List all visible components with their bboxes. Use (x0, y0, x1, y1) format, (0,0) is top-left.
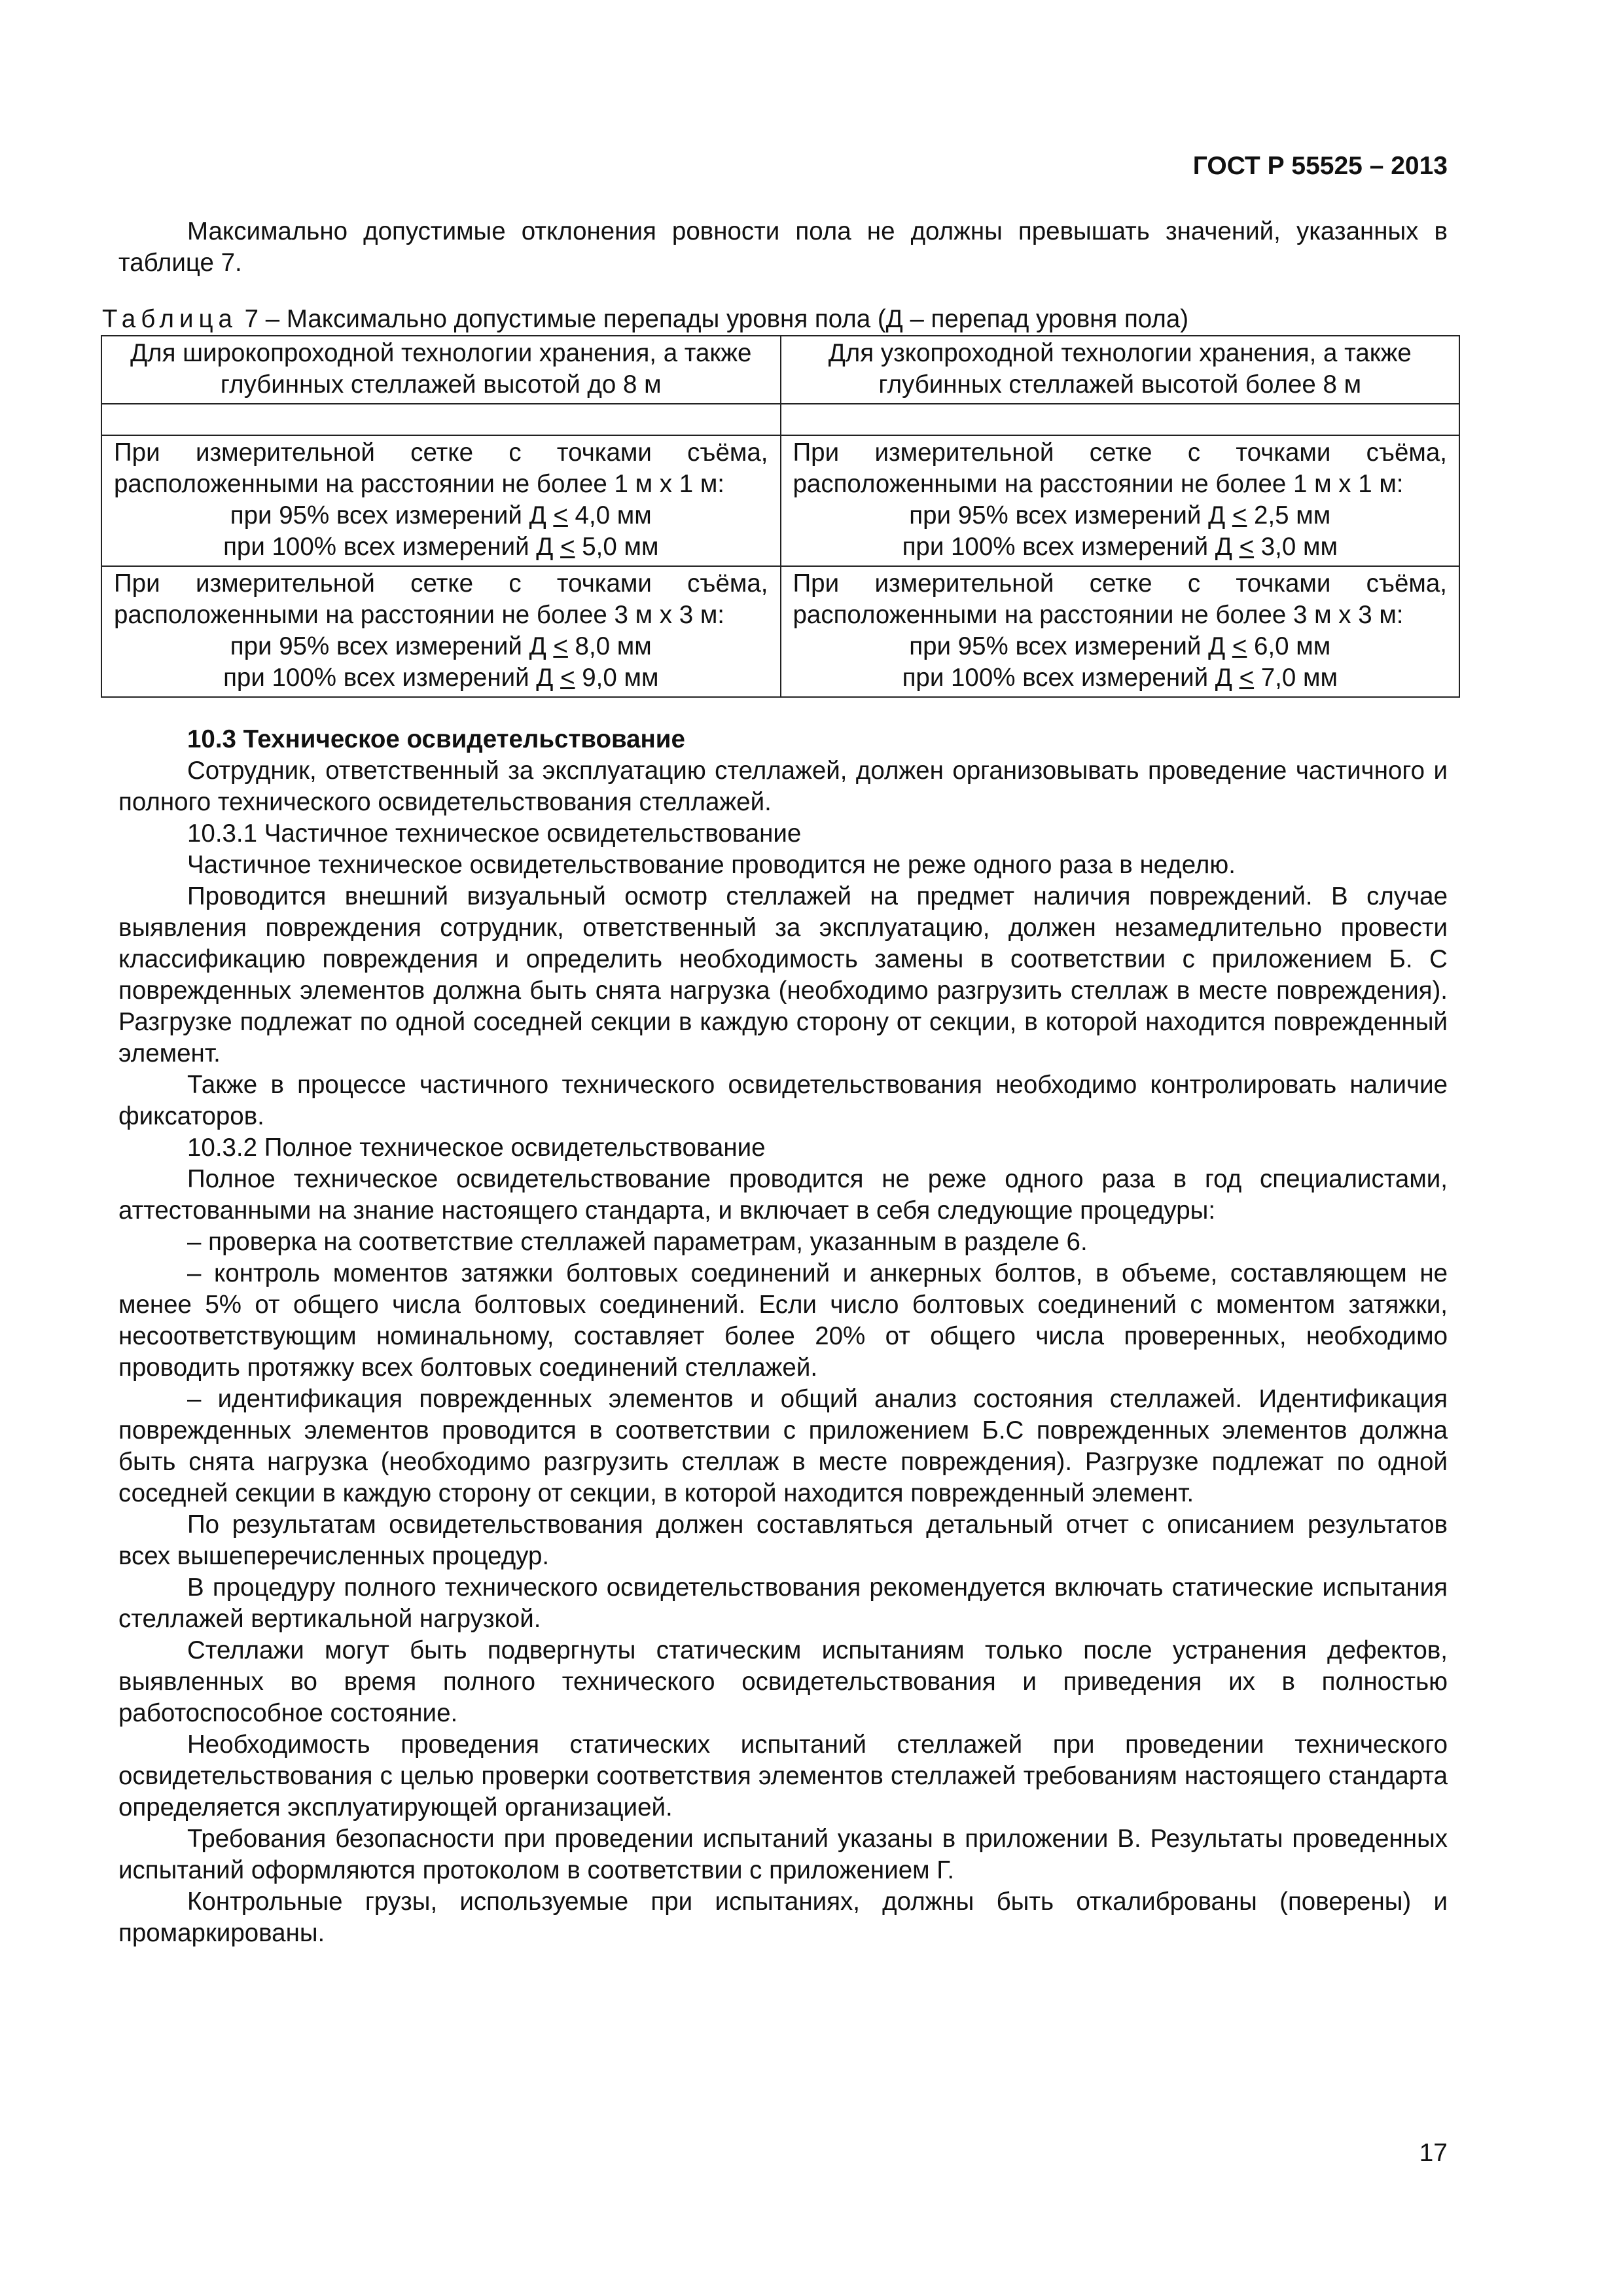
cell-value-line (793, 531, 1448, 563)
le-symbol: < (1239, 664, 1255, 692)
table-cell (101, 566, 781, 697)
cell-value-line (114, 662, 768, 694)
value-number: 2,5 мм (1247, 501, 1331, 529)
cell-value-line (114, 531, 768, 563)
le-symbol: < (1232, 632, 1247, 660)
table-caption-label: Таблица (102, 305, 238, 333)
value-prefix: при 100% всех измерений Д (902, 664, 1240, 692)
cell-value-line (793, 500, 1448, 531)
cell-intro-line: При измерительной сетке с точками съёма, (793, 439, 1447, 467)
page-number: 17 (1419, 2139, 1448, 2167)
intro-paragraph: Максимально допустимые отклонения ровности пола не должны превышать значений, указанных в таблице 7. (118, 217, 1448, 277)
value-prefix: при 100% всех измерений Д (223, 664, 561, 692)
value-prefix: при 95% всех измерений Д (230, 632, 554, 660)
value-number: 7,0 мм (1254, 664, 1338, 692)
le-symbol: < (560, 664, 575, 692)
value-prefix: при 95% всех измерений Д (909, 632, 1232, 660)
value-number: 3,0 мм (1254, 533, 1338, 561)
table-cell (781, 435, 1460, 566)
value-prefix: при 100% всех измерений Д (223, 533, 561, 561)
list-item: – идентификация поврежденных элементов и общий анализ состояния стеллажей. Идентификация поврежденных элементов проводится в соответствии с приложением Б.С поврежденных элементов должна быть снята нагрузка (необходимо разгрузить стеллаж в месте повреждения). Разгрузке подлежат по одной соседней секции в каждую сторону от секции, в которой находится поврежденный элемент. (118, 1385, 1448, 1507)
paragraph: Стеллажи могут быть подвергнуты статическим испытаниям только после устранения дефектов, выявленных во время полного технического освидетельствования и приведения их в полностью работоспособное состояние. (118, 1636, 1448, 1727)
le-symbol: < (560, 533, 575, 561)
le-symbol: < (1239, 533, 1255, 561)
table-header-cell: Для широкопроходной технологии хранения, а также глубинных стеллажей высотой до 8 м (101, 336, 781, 404)
cell-value-line (114, 631, 768, 662)
cell-intro-line: При измерительной сетке с точками съёма, (114, 439, 768, 467)
table-empty-cell (101, 404, 781, 435)
value-number: 6,0 мм (1247, 632, 1331, 660)
paragraph: Полное техническое освидетельствование проводится не реже одного раза в год специалистами, аттестованными на знание настоящего стандарта, и включает в себя следующие процедуры: (118, 1165, 1448, 1225)
table-header-cell: Для узкопроходной технологии хранения, а также глубинных стеллажей высотой более 8 м (781, 336, 1460, 404)
paragraph: Сотрудник, ответственный за эксплуатацию стеллажей, должен организовывать проведение частичного и полного технического освидетельствования стеллажей. (118, 757, 1448, 816)
list-item: – проверка на соответствие стеллажей параметрам, указанным в разделе 6. (187, 1228, 1088, 1256)
le-symbol: < (1232, 501, 1247, 529)
table-cell (781, 566, 1460, 697)
subsection-heading: 10.3.2 Полное техническое освидетельствование (187, 1134, 766, 1162)
paragraph: Проводится внешний визуальный осмотр стеллажей на предмет наличия повреждений. В случае выявления повреждения сотрудник, ответственный за эксплуатацию, должен незамедлительно провести классификацию повреждения и определить необходимость замены в соответствии с приложением Б. С поврежденных элементов должна быть снята нагрузка (необходимо разгрузить стеллаж в месте повреждения). Разгрузке подлежат по одной соседней секции в каждую сторону от секции, в которой находится поврежденный элемент. (118, 882, 1448, 1067)
table-cell (101, 435, 781, 566)
paragraph: Контрольные грузы, используемые при испытаниях, должны быть откалиброваны (поверены) и промаркированы. (118, 1888, 1448, 1947)
table-caption-text: 7 – Максимально допустимые перепады уровня пола (Д – перепад уровня пола) (237, 305, 1189, 333)
cell-value-line (114, 500, 768, 531)
cell-intro-line: При измерительной сетке с точками съёма, (114, 569, 768, 598)
page-body (102, 216, 1448, 1949)
value-prefix: при 95% всех измерений Д (230, 501, 554, 529)
table-empty-cell (781, 404, 1460, 435)
cell-intro-line: расположенными на расстоянии не более 3 м х 3 м: (114, 601, 724, 629)
table-empty-row (101, 404, 1459, 435)
document-code: ГОСТ Р 55525 – 2013 (1192, 152, 1448, 180)
paragraph: По результатам освидетельствования должен составляться детальный отчет с описанием результатов всех вышеперечисленных процедур. (118, 1511, 1448, 1570)
cell-intro-line: расположенными на расстоянии не более 3 м х 3 м: (793, 601, 1404, 629)
table-row (101, 566, 1459, 697)
floor-tolerance-table (101, 335, 1460, 698)
cell-value-line (793, 662, 1448, 694)
cell-intro-line: расположенными на расстоянии не более 1 м х 1 м: (114, 470, 724, 498)
paragraph: Частичное техническое освидетельствование проводится не реже одного раза в неделю. (187, 851, 1236, 879)
table-row (101, 435, 1459, 566)
value-prefix: при 100% всех измерений Д (902, 533, 1240, 561)
value-number: 8,0 мм (567, 632, 652, 660)
cell-value-line (793, 631, 1448, 662)
le-symbol: < (553, 632, 568, 660)
value-number: 5,0 мм (575, 533, 659, 561)
value-number: 4,0 мм (567, 501, 652, 529)
list-item: – контроль моментов затяжки болтовых соединений и анкерных болтов, в объеме, составляющем не менее 5% от общего числа болтовых соединений. Если число болтовых соединений с моментом затяжки, несоответствующим номинальному, составляет более 20% от общего числа проверенных, необходимо проводить протяжку всех болтовых соединений стеллажей. (118, 1259, 1448, 1382)
section-heading: 10.3 Техническое освидетельствование (187, 725, 685, 753)
le-symbol: < (553, 501, 568, 529)
paragraph: Необходимость проведения статических испытаний стеллажей при проведении технического освидетельствования с целью проверки соответствия элементов стеллажей требованиям настоящего стандарта определяется эксплуатирующей организацией. (118, 1731, 1448, 1821)
subsection-heading: 10.3.1 Частичное техническое освидетельствование (187, 819, 802, 848)
value-number: 9,0 мм (575, 664, 659, 692)
paragraph: В процедуру полного технического освидетельствования рекомендуется включать статические испытания стеллажей вертикальной нагрузкой. (118, 1573, 1448, 1633)
paragraph: Требования безопасности при проведении испытаний указаны в приложении В. Результаты проведенных испытаний оформляются протоколом в соответствии с приложением Г. (118, 1825, 1448, 1884)
table-caption (102, 304, 1448, 335)
value-prefix: при 95% всех измерений Д (909, 501, 1232, 529)
paragraph: Также в процессе частичного технического освидетельствования необходимо контролировать наличие фиксаторов. (118, 1071, 1448, 1130)
table-header-row (101, 336, 1459, 404)
cell-intro-line: При измерительной сетке с точками съёма, (793, 569, 1447, 598)
cell-intro-line: расположенными на расстоянии не более 1 м х 1 м: (793, 470, 1404, 498)
